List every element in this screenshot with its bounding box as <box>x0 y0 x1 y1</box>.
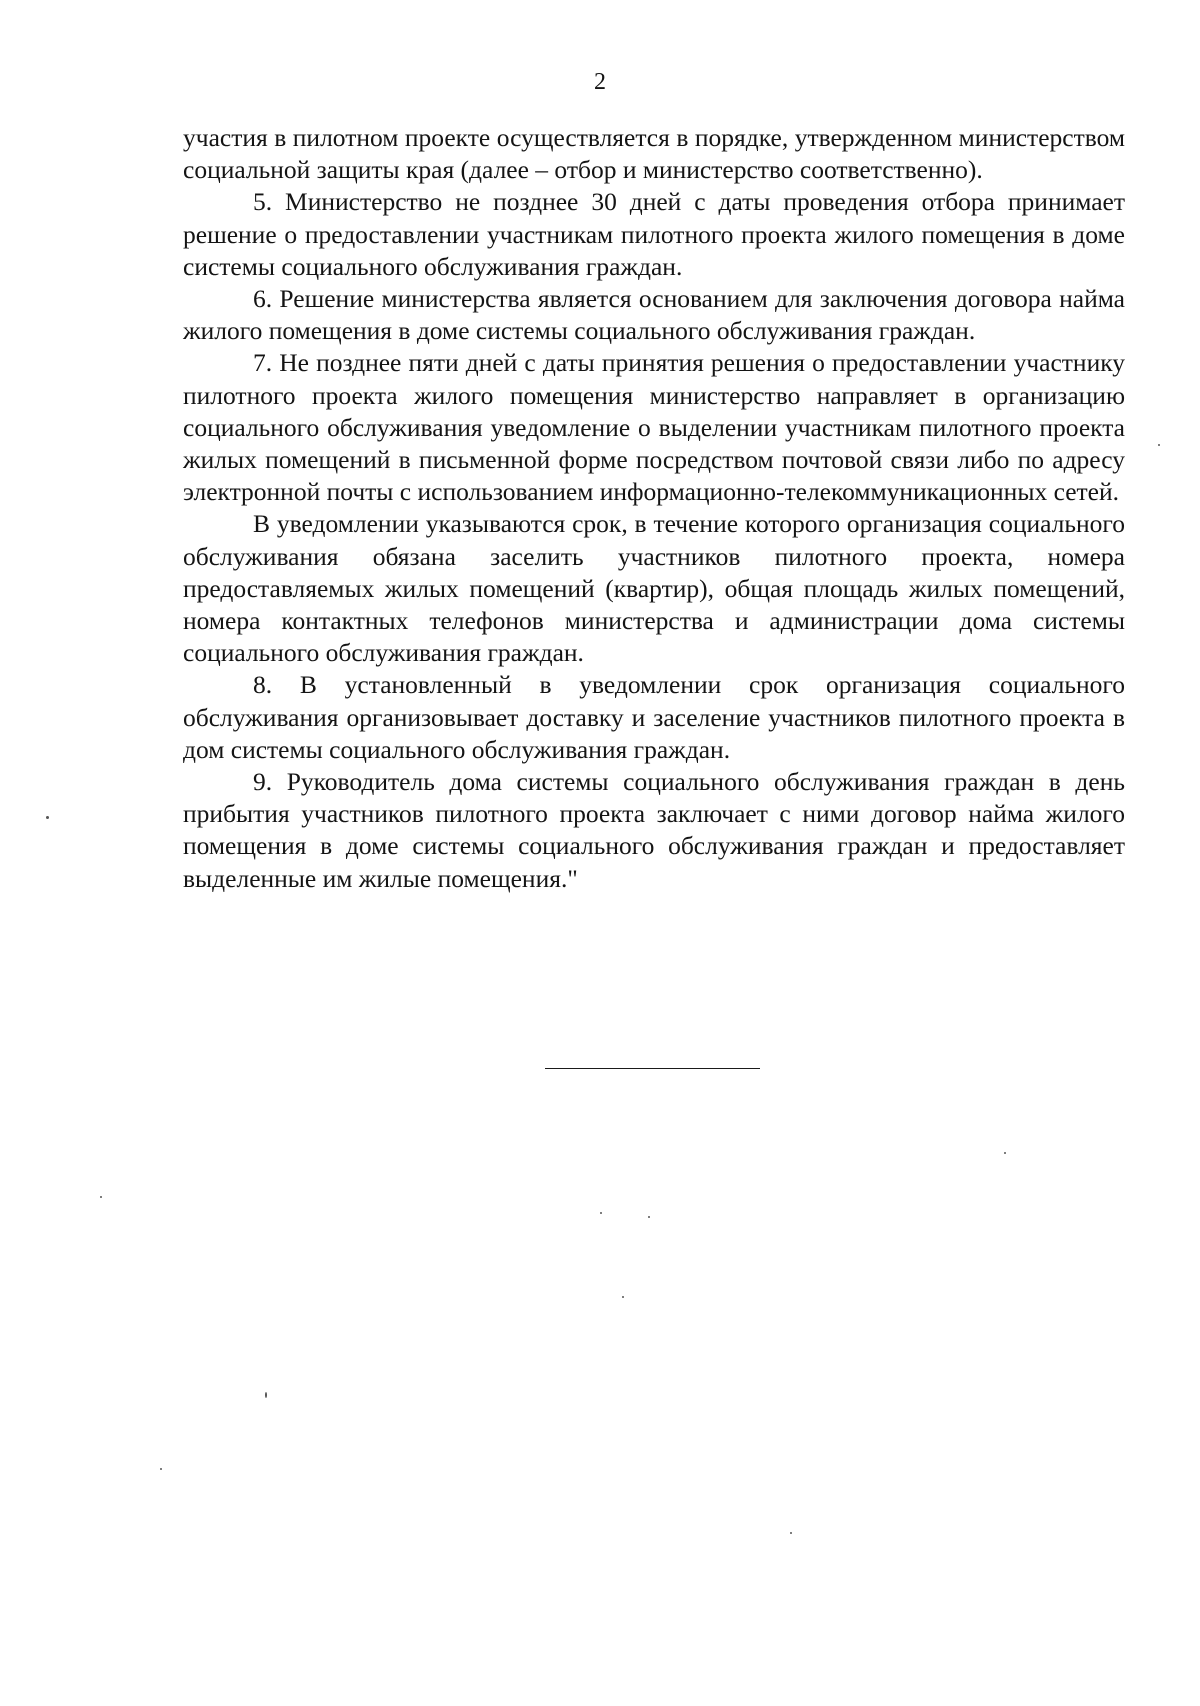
document-body <box>183 122 1125 895</box>
paragraph-continuation: участия в пилотном проекте осуществляется в порядке, утвержденном министерством социальной защиты края (далее – отбор и министерство соответственно). <box>183 123 1125 185</box>
paragraph-item-8: 8. В установленный в уведомлении срок организация социального обслуживания организовывает доставку и заселение участников пилотного проекта в дом системы социального обслуживания граждан. <box>183 670 1125 764</box>
scan-speck <box>100 1196 102 1198</box>
scan-speck <box>1158 444 1160 446</box>
closing-separator-line <box>545 1068 760 1069</box>
scan-speck <box>46 816 49 819</box>
scan-speck <box>1004 1152 1006 1154</box>
paragraph-item-6: 6. Решение министерства является основанием для заключения договора найма жилого помещения в доме системы социального обслуживания граждан. <box>183 284 1125 346</box>
paragraph-item-7: 7. Не позднее пяти дней с даты принятия решения о предоставлении участнику пилотного проекта жилого помещения министерство направляет в организацию социального обслуживания уведомление о выделении участникам пилотного проекта жилых помещений в письменной форме посредством почтовой связи либо по адресу электронной почты с использованием информационно-телекоммуникационных сетей. <box>183 348 1125 507</box>
scan-speck <box>600 1212 602 1214</box>
scan-speck <box>622 1296 624 1298</box>
paragraph-item-9: 9. Руководитель дома системы социального обслуживания граждан в день прибытия участников пилотного проекта заключает с ними договор найма жилого помещения в доме системы социального обслуживания граждан и предоставляет выделенные им жилые помещения." <box>183 767 1125 893</box>
paragraph-item-5: 5. Министерство не позднее 30 дней с даты проведения отбора принимает решение о предоставлении участникам пилотного проекта жилого помещения в доме системы социального обслуживания граждан. <box>183 187 1125 281</box>
scan-speck <box>648 1216 650 1218</box>
scan-speck <box>265 1392 267 1398</box>
scan-speck <box>790 1532 792 1534</box>
page-number: 2 <box>594 69 606 95</box>
scan-speck <box>160 1468 162 1470</box>
paragraph-notification-contents: В уведомлении указываются срок, в течение которого организация социального обслуживания обязана заселить участников пилотного проекта, номера предоставляемых жилых помещений (квартир), общая площадь жилых помещений, номера контактных телефонов министерства и администрации дома системы социального обслуживания граждан. <box>183 509 1125 668</box>
